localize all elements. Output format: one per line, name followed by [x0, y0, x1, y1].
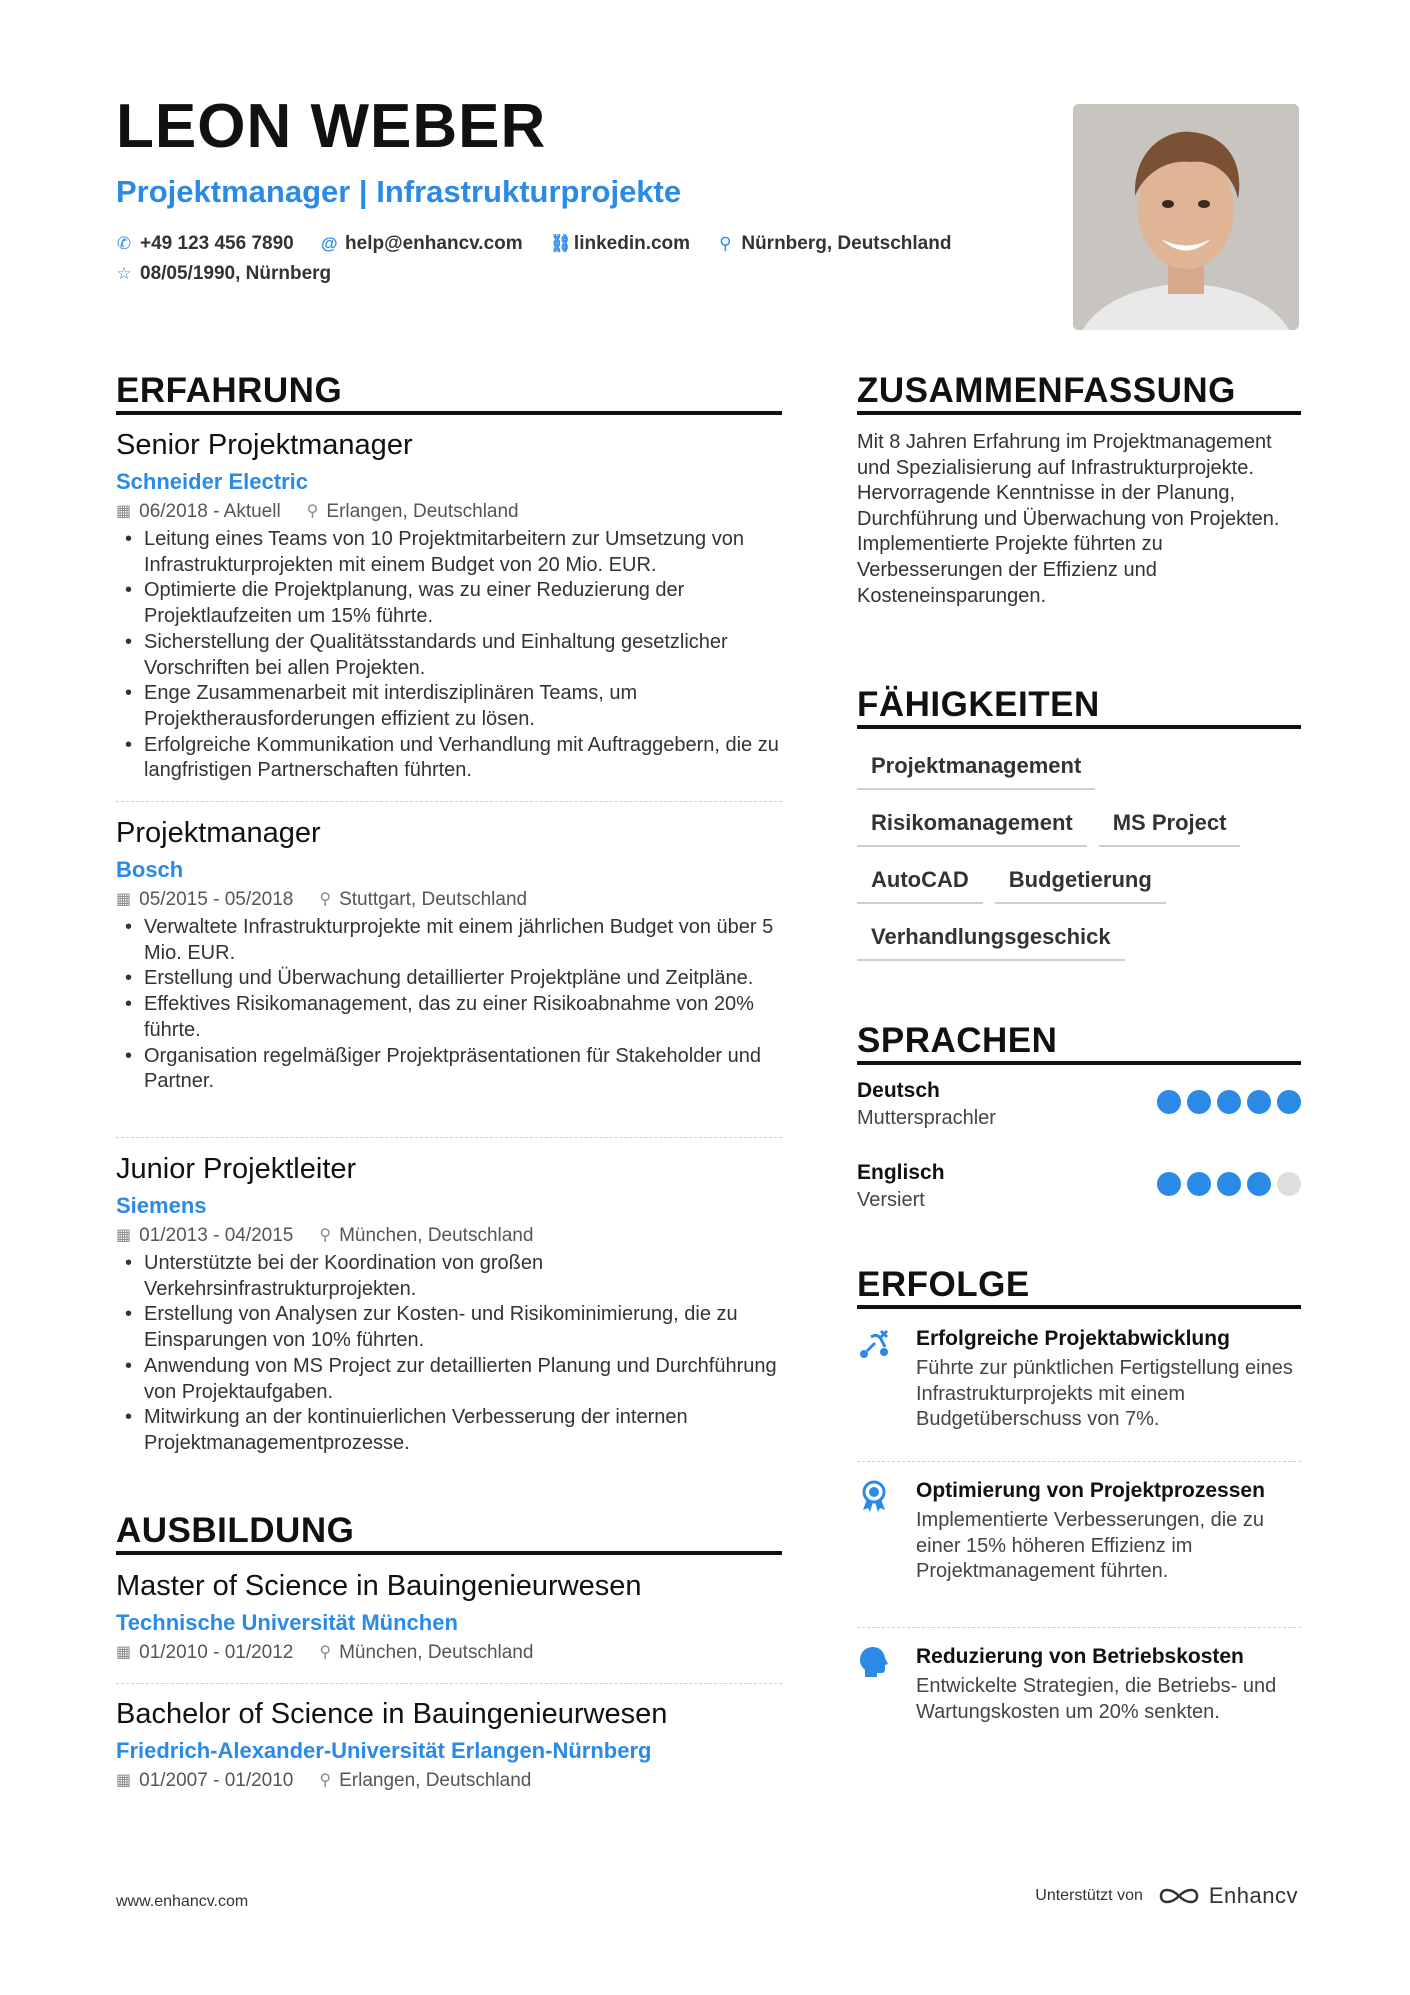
- rating-dot-filled: [1157, 1172, 1181, 1196]
- section-rule: [116, 411, 782, 415]
- profile-photo: [1073, 104, 1299, 330]
- section-rule: [857, 725, 1301, 729]
- achievement-text: Entwickelte Strategien, die Betriebs- und Wartungskosten um 20% senkten.: [916, 1675, 1277, 1723]
- rating-dot-filled: [1247, 1090, 1271, 1114]
- summary-text: Mit 8 Jahren Erfahrung im Projektmanagement und Spezialisierung auf Infrastrukturprojekte. Hervorragende Kenntnisse in der Planung, Durchführung und Überwachung von Projekten. Implementierte Projekte führten zu Verbesserungen der Effizienz und Kosteneinsparungen.: [857, 431, 1280, 607]
- calendar-icon: ▦: [116, 1772, 132, 1789]
- location-icon: ⚲: [719, 234, 732, 253]
- education-dates: 01/2007 - 01/2010: [139, 1770, 294, 1791]
- section-rule: [857, 1061, 1301, 1065]
- job-role: Senior Projektmanager: [116, 429, 413, 461]
- list-item: • Unterstützte bei der Koordination von großen Verkehrsinfrastrukturprojekten.: [116, 1251, 782, 1302]
- language-rating: [1151, 1090, 1301, 1114]
- list-item: • Erstellung von Analysen zur Kosten- und Risikominimierung, die zu Einsparungen von 10% führten.: [116, 1302, 782, 1353]
- rating-dot-empty: [1277, 1172, 1301, 1196]
- rating-dot-filled: [1157, 1090, 1181, 1114]
- divider: [116, 801, 782, 802]
- list-item: • Enge Zusammenarbeit mit interdisziplinären Teams, um Projektherausforderungen effizient zu lösen.: [116, 681, 782, 732]
- contact-text: 08/05/1990, Nürnberg: [140, 263, 332, 284]
- achievement-item: [857, 1325, 1301, 1433]
- achievement-text: Führte zur pünktlichen Fertigstellung eines Infrastrukturprojekts mit einem Budgetüberschuss von 7%.: [916, 1357, 1293, 1430]
- phone-icon: ✆: [116, 234, 132, 253]
- rating-dot-filled: [1217, 1090, 1241, 1114]
- contact-text: help@enhancv.com: [345, 233, 523, 254]
- section-title-languages: SPRACHEN: [857, 1021, 1058, 1060]
- rating-dot-filled: [1277, 1090, 1301, 1114]
- list-item: • Erstellung und Überwachung detaillierter Projektpläne und Zeitpläne.: [116, 966, 782, 992]
- list-item: • Erfolgreiche Kommunikation und Verhandlung mit Auftraggebern, die zu langfristigen Partnerschaften führten.: [116, 733, 782, 784]
- skill-tag: MS Project: [1099, 805, 1241, 847]
- list-item: • Anwendung von MS Project zur detaillierten Planung und Durchführung von Projektaufgaben.: [116, 1354, 782, 1405]
- language-rating: [1151, 1172, 1301, 1196]
- job-bullets: [116, 915, 782, 1095]
- education-location: München, Deutschland: [339, 1642, 534, 1663]
- job-meta: [116, 887, 782, 913]
- award-icon: [857, 1479, 891, 1513]
- at-icon: @: [321, 234, 338, 253]
- school-name: Technische Universität München: [116, 1610, 458, 1635]
- candidate-name: LEON WEBER: [116, 92, 547, 161]
- contact-location: [717, 229, 951, 259]
- skill-tag: Verhandlungsgeschick: [857, 919, 1125, 961]
- contact-linkedin[interactable]: [550, 229, 690, 259]
- degree-title: Bachelor of Science in Bauingenieurwesen: [116, 1698, 668, 1730]
- section-title-achievements: ERFOLGE: [857, 1265, 1030, 1304]
- job-role: Projektmanager: [116, 817, 321, 849]
- skill-tag: Risikomanagement: [857, 805, 1087, 847]
- skills-list: [857, 748, 1301, 976]
- divider: [857, 1627, 1301, 1628]
- job-bullets: [116, 1251, 782, 1457]
- skill-tag: Budgetierung: [995, 862, 1166, 904]
- job-location: München, Deutschland: [339, 1225, 534, 1246]
- contact-birth: [116, 259, 331, 289]
- path-icon: [857, 1327, 891, 1361]
- education-meta: [116, 1640, 782, 1666]
- contact-text: +49 123 456 7890: [140, 233, 294, 254]
- list-item: • Organisation regelmäßiger Projektpräsentationen für Stakeholder und Partner.: [116, 1044, 782, 1095]
- achievement-title: Optimierung von Projektprozessen: [916, 1479, 1265, 1502]
- achievement-item: [857, 1477, 1301, 1585]
- list-item: • Optimierte die Projektplanung, was zu einer Reduzierung der Projektlaufzeiten um 15% führte.: [116, 578, 782, 629]
- skill-tag: AutoCAD: [857, 862, 983, 904]
- calendar-icon: ▦: [116, 891, 132, 908]
- language-name: Deutsch: [857, 1079, 940, 1102]
- section-title-experience: ERFAHRUNG: [116, 371, 343, 410]
- contact-text: Nürnberg, Deutschland: [741, 233, 952, 254]
- language-level: Versiert: [857, 1189, 925, 1211]
- section-title-skills: FÄHIGKEITEN: [857, 685, 1100, 724]
- location-icon: ⚲: [306, 503, 319, 520]
- rating-dot-filled: [1187, 1172, 1211, 1196]
- job-company: Siemens: [116, 1193, 207, 1218]
- location-icon: ⚲: [319, 891, 332, 908]
- contact-list: [116, 229, 1066, 289]
- education-location: Erlangen, Deutschland: [339, 1770, 532, 1791]
- language-name: Englisch: [857, 1161, 945, 1184]
- divider: [116, 1683, 782, 1684]
- link-icon: ⛓: [549, 234, 572, 253]
- achievement-item: [857, 1643, 1301, 1725]
- education-entry: [116, 1697, 782, 1794]
- job-dates: 06/2018 - Aktuell: [139, 501, 281, 522]
- job-location: Erlangen, Deutschland: [326, 501, 519, 522]
- education-entry: [116, 1569, 782, 1666]
- achievement-title: Reduzierung von Betriebskosten: [916, 1645, 1244, 1668]
- degree-title: Master of Science in Bauingenieurwesen: [116, 1570, 642, 1602]
- job-entry: [116, 1152, 782, 1457]
- location-icon: ⚲: [319, 1644, 332, 1661]
- enhancv-logo-icon: [1157, 1884, 1201, 1908]
- section-rule: [857, 411, 1301, 415]
- school-name: Friedrich-Alexander-Universität Erlangen-Nürnberg: [116, 1738, 652, 1763]
- contact-phone[interactable]: [116, 229, 294, 259]
- rating-dot-filled: [1217, 1172, 1241, 1196]
- head-icon: [857, 1645, 891, 1679]
- job-entry: [116, 816, 782, 1095]
- divider: [857, 1461, 1301, 1462]
- job-bullets: [116, 527, 782, 784]
- language-level: Muttersprachler: [857, 1107, 996, 1129]
- calendar-icon: ▦: [116, 503, 132, 520]
- job-dates: 01/2013 - 04/2015: [139, 1225, 294, 1246]
- language-entry: [857, 1160, 1301, 1214]
- job-company: Schneider Electric: [116, 469, 308, 494]
- education-meta: [116, 1768, 782, 1794]
- candidate-title: Projektmanager | Infrastrukturprojekte: [116, 174, 682, 209]
- star-icon: ☆: [116, 264, 132, 283]
- powered-by-text: Unterstützt von: [1035, 1887, 1143, 1904]
- footer-website[interactable]: www.enhancv.com: [116, 1893, 249, 1910]
- list-item: • Leitung eines Teams von 10 Projektmitarbeitern zur Umsetzung von Infrastrukturprojekten mit einem Budget von 20 Mio. EUR.: [116, 527, 782, 578]
- job-entry: [116, 428, 782, 784]
- list-item: • Verwaltete Infrastrukturprojekte mit einem jährlichen Budget von über 5 Mio. EUR.: [116, 915, 782, 966]
- list-item: • Sicherstellung der Qualitätsstandards und Einhaltung gesetzlicher Vorschriften bei allen Projekten.: [116, 630, 782, 681]
- section-rule: [857, 1305, 1301, 1309]
- contact-text: linkedin.com: [573, 233, 691, 254]
- achievement-text: Implementierte Verbesserungen, die zu einer 15% höheren Effizienz im Projektmanagement führten.: [916, 1509, 1264, 1582]
- divider: [116, 1137, 782, 1138]
- list-item: • Effektives Risikomanagement, das zu einer Risikoabnahme von 20% führte.: [116, 992, 782, 1043]
- job-meta: [116, 1223, 782, 1249]
- skill-tag: Projektmanagement: [857, 748, 1095, 790]
- language-entry: [857, 1078, 1301, 1132]
- calendar-icon: ▦: [116, 1644, 132, 1661]
- section-title-summary: ZUSAMMENFASSUNG: [857, 371, 1236, 410]
- brand-name: Enhancv: [1208, 1883, 1298, 1908]
- footer-branding: [1035, 1883, 1298, 1909]
- calendar-icon: ▦: [116, 1227, 132, 1244]
- job-dates: 05/2015 - 05/2018: [139, 889, 294, 910]
- job-location: Stuttgart, Deutschland: [339, 889, 528, 910]
- location-icon: ⚲: [319, 1227, 332, 1244]
- job-meta: [116, 499, 782, 525]
- section-rule: [116, 1551, 782, 1555]
- job-role: Junior Projektleiter: [116, 1153, 357, 1185]
- location-icon: ⚲: [319, 1772, 332, 1789]
- job-company: Bosch: [116, 857, 184, 882]
- rating-dot-filled: [1187, 1090, 1211, 1114]
- achievement-title: Erfolgreiche Projektabwicklung: [916, 1327, 1230, 1350]
- rating-dot-filled: [1247, 1172, 1271, 1196]
- list-item: • Mitwirkung an der kontinuierlichen Verbesserung der internen Projektmanagementprozesse.: [116, 1405, 782, 1456]
- section-title-education: AUSBILDUNG: [116, 1511, 355, 1550]
- education-dates: 01/2010 - 01/2012: [139, 1642, 294, 1663]
- contact-email[interactable]: [321, 229, 523, 259]
